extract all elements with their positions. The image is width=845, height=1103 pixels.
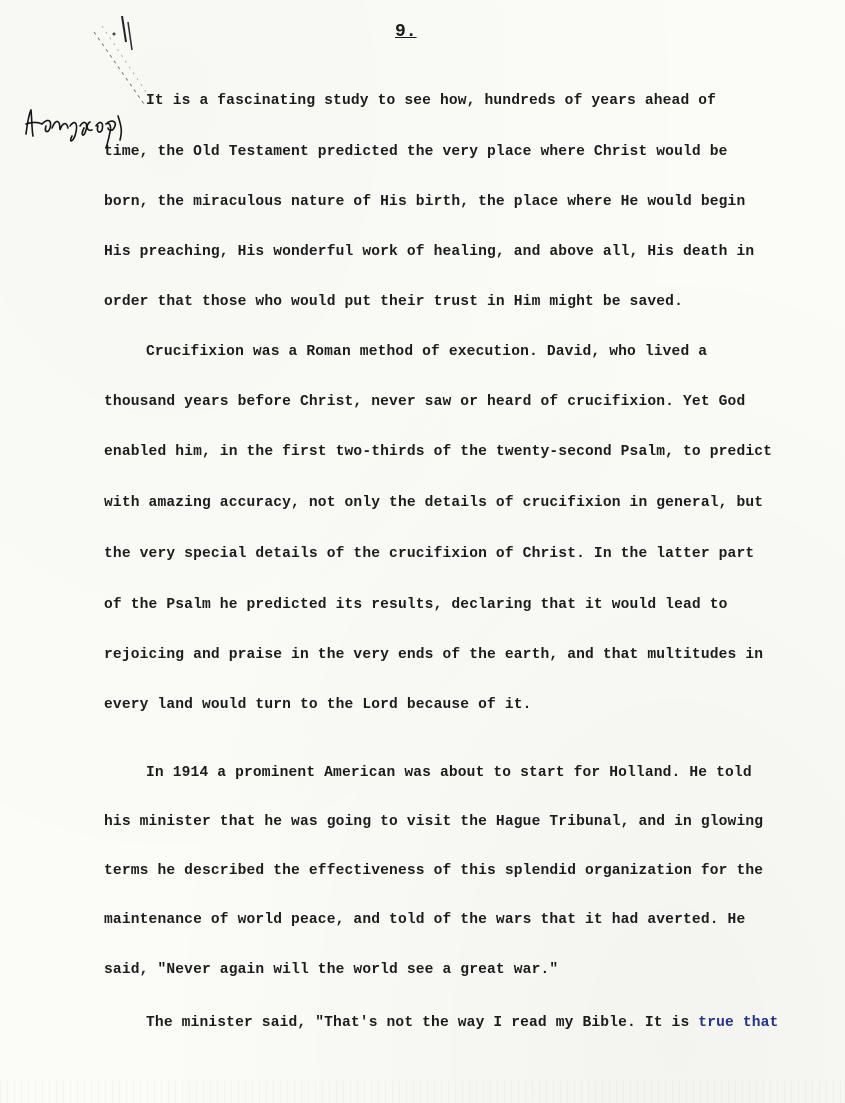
text-line: the very special details of the crucifixion of Christ. In the latter part bbox=[104, 546, 755, 562]
text-line: In 1914 a prominent American was about to start for Holland. He told bbox=[146, 765, 752, 781]
text-line: thousand years before Christ, never saw or heard of crucifixion. Yet God bbox=[104, 394, 746, 410]
text-line: born, the miraculous nature of His birth, the place where He would begin bbox=[104, 194, 746, 210]
text-line: said, "Never again will the world see a great war." bbox=[104, 962, 559, 978]
text-line: of the Psalm he predicted its results, declaring that it would lead to bbox=[104, 597, 728, 613]
text-line: His preaching, His wonderful work of healing, and above all, His death in bbox=[104, 244, 755, 260]
text-line: order that those who would put their trust in Him might be saved. bbox=[104, 294, 683, 310]
text-line: every land would turn to the Lord because of it. bbox=[104, 697, 532, 713]
page-number: 9. bbox=[395, 22, 417, 42]
text-line-faded-end: true that bbox=[698, 1015, 779, 1031]
text-line: terms he described the effectiveness of this splendid organization for the bbox=[104, 863, 764, 879]
text-line: maintenance of world peace, and told of the wars that it had averted. He bbox=[104, 912, 746, 928]
text-line: It is a fascinating study to see how, hundreds of years ahead of bbox=[146, 93, 717, 109]
text-line bbox=[146, 1014, 778, 1032]
text-line: enabled him, in the first two-thirds of the twenty-second Psalm, to predict bbox=[104, 444, 773, 460]
text-line: rejoicing and praise in the very ends of the earth, and that multitudes in bbox=[104, 647, 764, 663]
text-line: his minister that he was going to visit the Hague Tribunal, and in glowing bbox=[104, 814, 764, 830]
text-line: with amazing accuracy, not only the details of crucifixion in general, but bbox=[104, 495, 764, 511]
text-line: Crucifixion was a Roman method of execution. David, who lived a bbox=[146, 344, 708, 360]
text-line-start: The minister said, "That's not the way I read my Bible. It is bbox=[146, 1015, 690, 1031]
scan-edge-texture bbox=[0, 1081, 845, 1103]
text-line: time, the Old Testament predicted the very place where Christ would be bbox=[104, 144, 728, 160]
